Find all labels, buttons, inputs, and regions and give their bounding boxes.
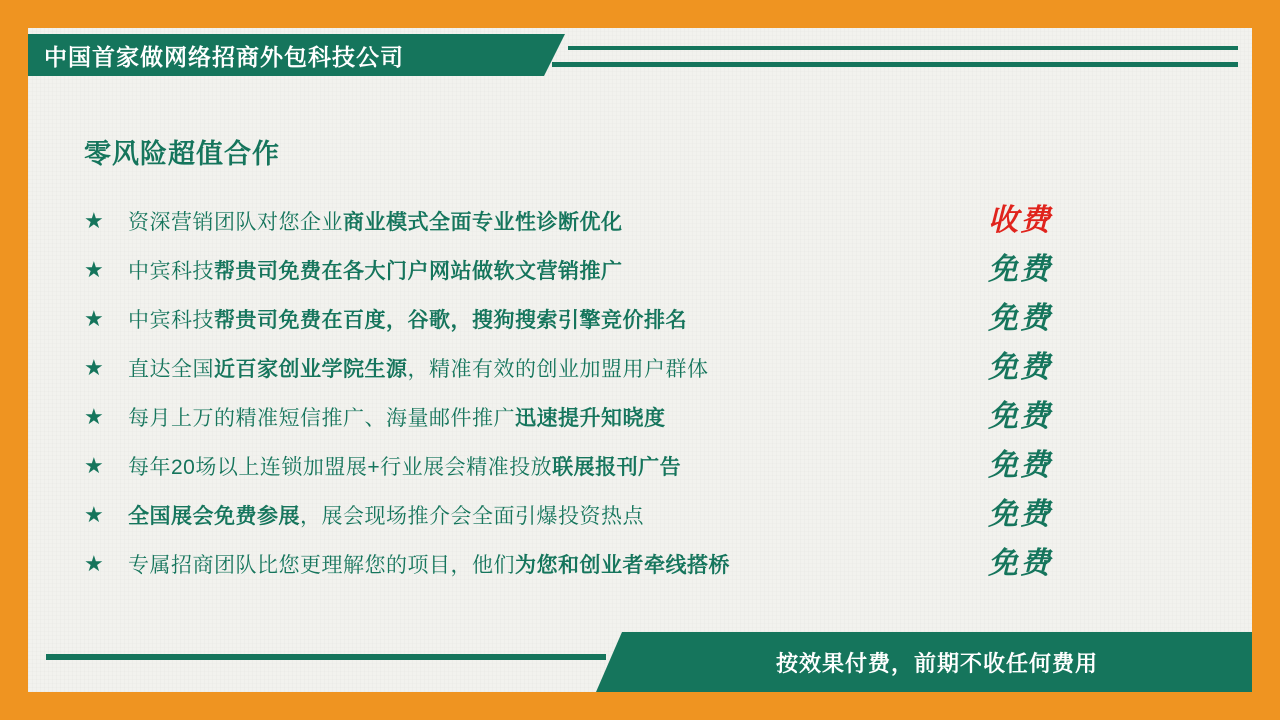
- price-badge: 免费: [988, 350, 1052, 384]
- list-item-bold: 帮贵司免费在百度，谷歌，搜狗搜索引擎竞价排名: [214, 308, 687, 332]
- star-icon: ★: [84, 501, 104, 527]
- price-badge: 免费: [988, 252, 1052, 286]
- footer-banner: [28, 632, 1252, 692]
- list-item-plain-prefix: 每年20场以上连锁加盟展+行业展会精准投放: [128, 455, 553, 479]
- header-banner: [28, 34, 1238, 76]
- list-item: [84, 392, 1084, 441]
- list-item-text: [128, 402, 666, 432]
- star-icon: ★: [84, 550, 104, 576]
- list-item-bold: 近百家创业学院生源: [214, 357, 408, 381]
- list-item-bold: 联展报刊广告: [552, 455, 682, 479]
- footer-rule: [46, 654, 606, 660]
- list-item-text: [128, 255, 623, 285]
- list-item-plain-prefix: 每月上万的精准短信推广、海量邮件推广: [128, 406, 515, 430]
- header-tab: [28, 34, 544, 76]
- star-icon: ★: [84, 354, 104, 380]
- header-rule-bottom: [552, 62, 1238, 67]
- list-item-bold: 迅速提升知晓度: [515, 406, 666, 430]
- list-item-plain-suffix: ，精准有效的创业加盟用户群体: [407, 357, 709, 381]
- list-item-plain-prefix: 中宾科技: [128, 308, 214, 332]
- list-item-text: [128, 304, 687, 334]
- star-icon: ★: [84, 452, 104, 478]
- list-item-text: [128, 206, 623, 236]
- star-icon: ★: [84, 403, 104, 429]
- list-item-text: [128, 500, 644, 530]
- list-item: [84, 539, 1084, 588]
- list-item: [84, 196, 1084, 245]
- price-badge: 免费: [988, 301, 1052, 335]
- list-item-plain-prefix: 资深营销团队对您企业: [128, 210, 343, 234]
- star-icon: ★: [84, 305, 104, 331]
- header-title: 中国首家做网络招商外包科技公司: [44, 43, 404, 70]
- price-badge: 免费: [988, 546, 1052, 580]
- footer-text: 按效果付费，前期不收任何费用: [775, 650, 1098, 676]
- list-item-text: [128, 353, 709, 383]
- list-item: [84, 490, 1084, 539]
- list-item-plain-prefix: 中宾科技: [128, 259, 214, 283]
- list-item: [84, 245, 1084, 294]
- list-item-plain-prefix: 专属招商团队比您更理解您的项目，他们: [128, 553, 515, 577]
- benefit-list: [84, 196, 1084, 588]
- list-item-bold: 帮贵司免费在各大门户网站做软文营销推广: [214, 259, 623, 283]
- list-item: [84, 294, 1084, 343]
- list-item-text: [128, 549, 730, 579]
- star-icon: ★: [84, 256, 104, 282]
- list-item-plain-prefix: 直达全国: [128, 357, 214, 381]
- star-icon: ★: [84, 207, 104, 233]
- footer-tab: [622, 632, 1252, 692]
- header-rule-top: [568, 46, 1238, 50]
- price-badge: 免费: [988, 399, 1052, 433]
- section-title: 零风险超值合作: [84, 139, 280, 169]
- list-item: [84, 441, 1084, 490]
- list-item-bold: 为您和创业者牵线搭桥: [515, 553, 730, 577]
- price-badge: 收费: [988, 203, 1052, 237]
- list-item: [84, 343, 1084, 392]
- list-item-bold: 商业模式全面专业性诊断优化: [343, 210, 623, 234]
- list-item-text: [128, 451, 681, 481]
- price-badge: 免费: [988, 448, 1052, 482]
- list-item-bold: 全国展会免费参展: [128, 504, 300, 528]
- price-badge: 免费: [988, 497, 1052, 531]
- price-column: [950, 192, 1090, 584]
- list-item-plain-suffix: ，展会现场推介会全面引爆投资热点: [300, 504, 644, 528]
